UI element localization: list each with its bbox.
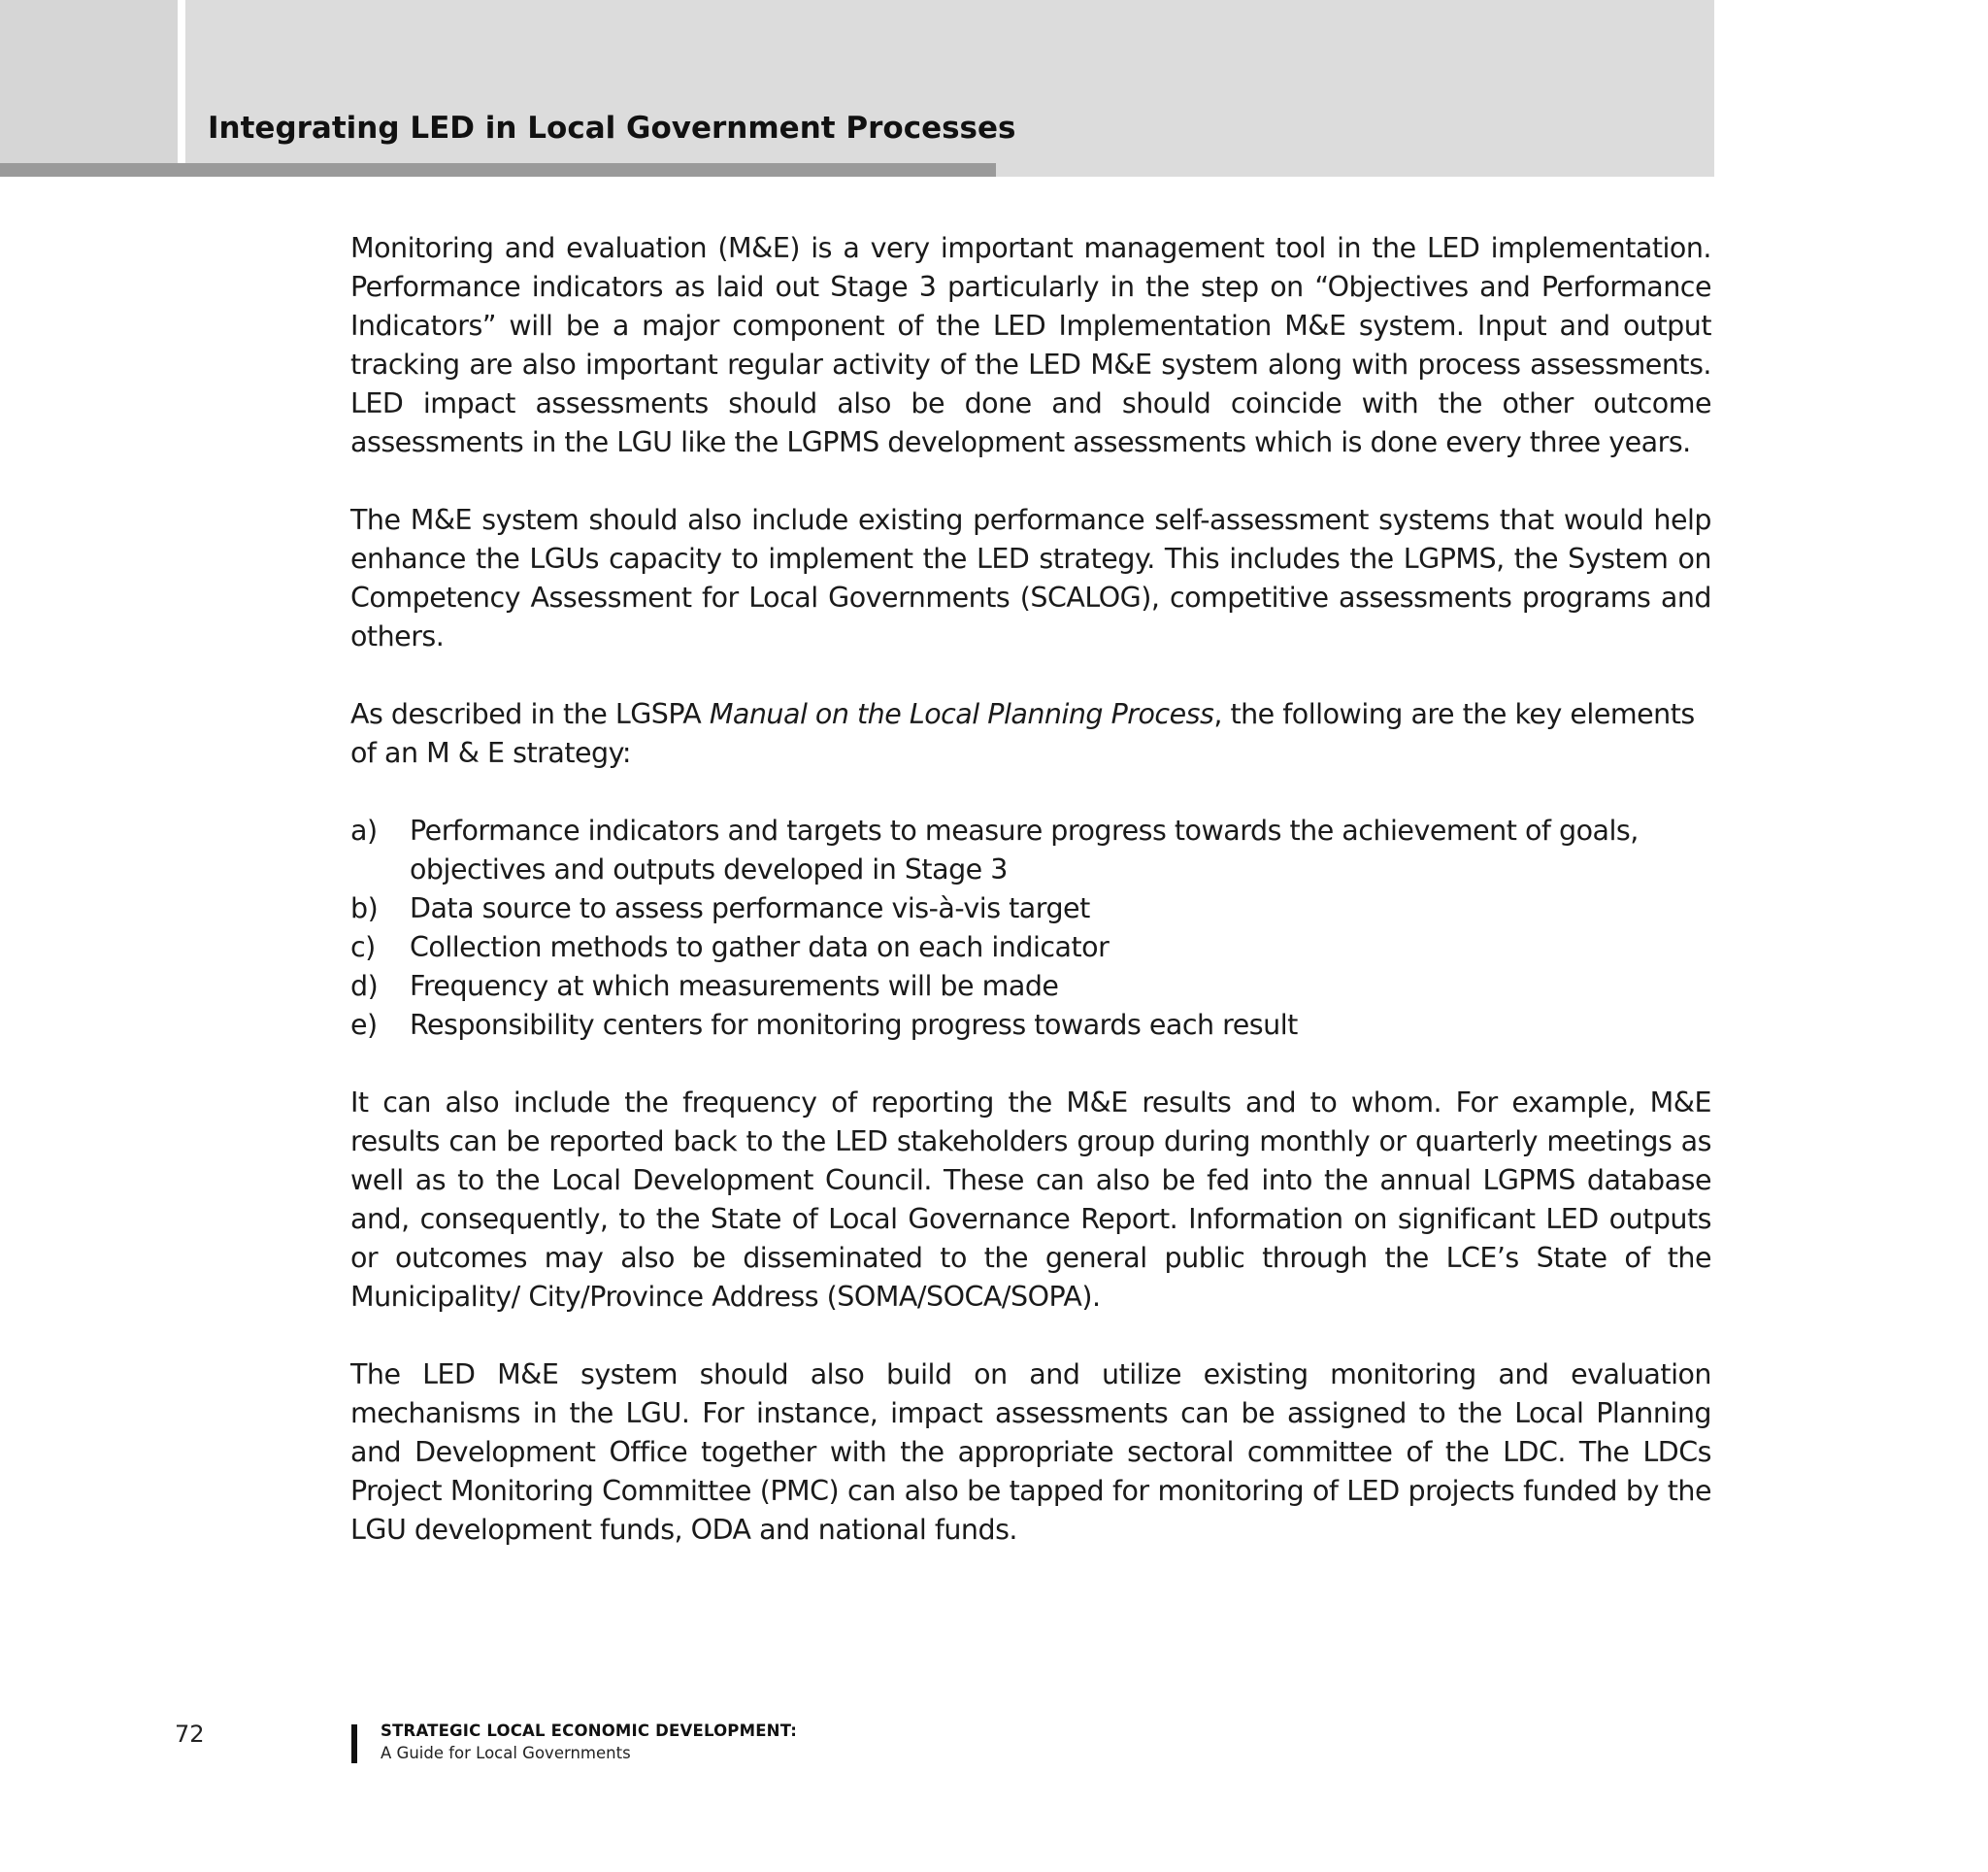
list-item [350, 928, 1711, 967]
manual-title: Manual on the Local Planning Process [709, 698, 1214, 730]
list-item-text: Responsibility centers for monitoring progress towards each result [410, 1009, 1298, 1041]
header-underline [0, 163, 996, 177]
list-marker: c) [350, 931, 376, 963]
list-marker: b) [350, 892, 379, 924]
list-item-text: Data source to assess performance vis-à-vis target [410, 892, 1090, 924]
page-header-title: Integrating LED in Local Government Processes [208, 111, 1016, 146]
footer-book-title: STRATEGIC LOCAL ECONOMIC DEVELOPMENT: [381, 1722, 798, 1740]
list-item [350, 889, 1711, 928]
paragraph-self-assessment: The M&E system should also include existing performance self-assessment systems that would help enhance the LGUs capacity to implement the LED strategy. This includes the LGPMS, the System on Competency Assessment for Local Governments (SCALOG), competitive assessments programs and others. [350, 504, 1711, 652]
list-marker: a) [350, 815, 378, 847]
key-elements-list [350, 812, 1711, 1045]
list-marker: e) [350, 1009, 378, 1041]
footer-divider [351, 1724, 357, 1763]
paragraph-intro: Monitoring and evaluation (M&E) is a very important management tool in the LED implementation. Performance indicators as laid out Stage 3 particularly in the step on “Objectives and Performance Indicators” will be a major component of the LED Implementation M&E system. Input and output tracking are also important regular activity of the LED M&E system along with process assessments. LED impact assessments should also be done and should coincide with the other outcome assessments in the LGU like the LGPMS development assessments which is done every three years. [350, 232, 1711, 458]
paragraph-key-elements-lead: As described in the LGSPA [350, 698, 710, 730]
list-item-text: Performance indicators and targets to measure progress towards the achievement of goals, objectives and outputs developed in Stage 3 [410, 815, 1639, 886]
paragraph-reporting: It can also include the frequency of reporting the M&E results and to whom. For example, M&E results can be reported back to the LED stakeholders group during monthly or quarterly meetings as well as to the Local Development Council. These can also be fed into the annual LGPMS database and, consequently, to the State of Local Governance Report. Information on significant LED outputs or outcomes may also be disseminated to the general public through the LCE’s State of the Municipality/ City/Province Address (SOMA/SOCA/SOPA). [350, 1086, 1711, 1313]
paragraph-mechanisms: The LED M&E system should also build on and utilize existing monitoring and evaluation mechanisms in the LGU. For instance, impact assessments can be assigned to the Local Planning and Development Office together with the appropriate sectoral committee of the LDC. The LDCs Project Monitoring Committee (PMC) can also be tapped for monitoring of LED projects funded by the LGU development funds, ODA and national funds. [350, 1358, 1711, 1546]
header-band [0, 0, 1714, 177]
list-item [350, 812, 1711, 889]
paragraph-key-elements-tail: , the following are the key elements of an M & E strategy: [350, 698, 1695, 769]
header-tab [0, 0, 185, 163]
list-marker: d) [350, 970, 379, 1002]
page-number: 72 [175, 1721, 205, 1748]
footer-book-subtitle: A Guide for Local Governments [381, 1744, 631, 1762]
list-item [350, 967, 1711, 1006]
list-item [350, 1006, 1711, 1045]
list-item-text: Frequency at which measurements will be made [410, 970, 1059, 1002]
paragraph-key-elements [350, 695, 1711, 773]
main-content [350, 229, 1711, 1588]
list-item-text: Collection methods to gather data on each indicator [410, 931, 1110, 963]
